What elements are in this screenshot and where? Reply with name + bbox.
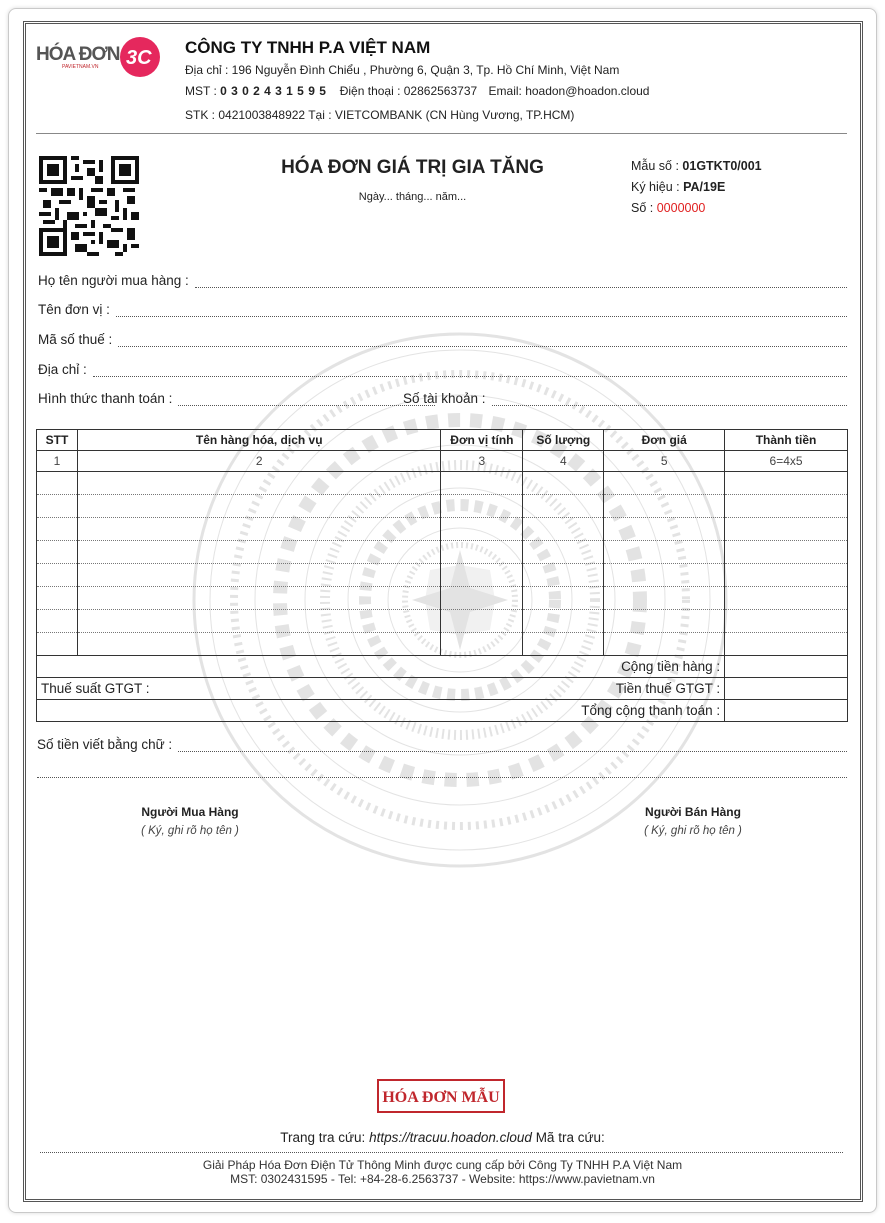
buyer-name-field — [38, 273, 847, 288]
header-item-name: Tên hàng hóa, dịch vụ — [77, 430, 440, 451]
lookup-line — [0, 1130, 885, 1145]
header-unit-price: Đơn giá — [604, 430, 725, 451]
number-value: 0000000 — [656, 201, 706, 215]
subtotal-value — [725, 656, 848, 678]
account-number-field — [403, 391, 847, 406]
column-number: 2 — [77, 451, 440, 472]
vat-amount-value — [725, 678, 848, 700]
vat-row — [37, 678, 848, 700]
footer-provider: Giải Pháp Hóa Đơn Điện Tử Thông Minh được cung cấp bởi Công Ty TNHH P.A Việt Nam — [202, 1158, 683, 1172]
form-number-label: Mẫu số : — [631, 159, 683, 173]
buyer-address-field — [38, 362, 847, 377]
buyer-tax-label: Mã số thuế : — [38, 332, 113, 347]
payment-method-label: Hình thức thanh toán : — [38, 391, 173, 406]
company-address: Địa chỉ : 196 Nguyễn Đình Chiểu , Phường 6, Quận 3, Tp. Hồ Chí Minh, Việt Nam — [185, 63, 620, 77]
vat-rate-label: Thuế suất GTGT : — [41, 681, 150, 696]
account-number-line — [492, 393, 847, 406]
invoice-number — [631, 201, 705, 215]
number-label: Số : — [631, 201, 657, 215]
invoice-symbol — [631, 180, 725, 194]
header-quantity: Số lượng — [523, 430, 604, 451]
vat-cell — [37, 678, 725, 700]
footer-divider — [40, 1152, 843, 1153]
table-row — [37, 541, 848, 564]
seller-signature-note: ( Ký, ghi rõ họ tên ) — [644, 825, 742, 837]
table-row — [37, 610, 848, 633]
lookup-url[interactable]: https://tracuu.hoadon.cloud — [369, 1130, 532, 1145]
grand-total-label: Tổng cộng thanh toán : — [37, 700, 725, 722]
seller-signature-title: Người Bán Hàng — [645, 805, 741, 819]
buyer-address-label: Địa chỉ : — [38, 362, 87, 377]
column-number-row — [37, 451, 848, 472]
logo-sub-text: PAVIETNAM.VN — [62, 64, 99, 70]
hoadon-logo — [36, 36, 164, 80]
company-email: Email: hoadon@hoadon.cloud — [488, 84, 650, 98]
unit-name-field — [38, 302, 847, 317]
unit-name-label: Tên đơn vị : — [38, 302, 110, 317]
buyer-name-label: Họ tên người mua hàng : — [38, 273, 189, 288]
vat-amount-label: Tiền thuế GTGT : — [615, 681, 721, 696]
table-row — [37, 495, 848, 518]
company-phone: Điện thoại : 02862563737 — [339, 84, 478, 98]
header-unit: Đơn vị tính — [441, 430, 523, 451]
header-stt: STT — [37, 430, 78, 451]
symbol-label: Ký hiệu : — [631, 180, 684, 194]
buyer-address-line — [93, 364, 847, 377]
column-number: 1 — [37, 451, 78, 472]
account-number-label: Số tài khoản : — [403, 391, 486, 406]
logo-text: HÓA ĐƠN — [36, 44, 120, 65]
company-bank: STK : 0421003848922 Tại : VIETCOMBANK (CN Hùng Vương, TP.HCM) — [185, 108, 575, 122]
logo-badge-text: 3C — [126, 47, 152, 69]
header-divider — [36, 133, 847, 134]
payment-method-field — [38, 391, 435, 406]
unit-name-line — [116, 304, 847, 317]
footer-contact: MST: 0302431595 - Tel: +84-28-6.2563737 - Website: https://www.pavietnam.vn — [230, 1172, 655, 1186]
buyer-tax-field — [38, 332, 847, 347]
buyer-tax-line — [118, 334, 847, 347]
grand-total-value — [725, 700, 848, 722]
subtotal-row — [37, 656, 848, 678]
company-contact-line — [185, 84, 649, 98]
grand-total-row — [37, 700, 848, 722]
seller-signature — [593, 805, 793, 837]
column-number: 4 — [523, 451, 604, 472]
column-number: 3 — [441, 451, 523, 472]
form-number-value: 01GTKT0/001 — [682, 159, 762, 173]
buyer-name-line — [195, 275, 847, 288]
symbol-value: PA/19E — [683, 180, 726, 194]
table-row — [37, 587, 848, 610]
subtotal-label: Cộng tiền hàng : — [37, 656, 725, 678]
tax-code-label: MST : — [185, 84, 221, 98]
items-table — [36, 429, 848, 656]
qr-code — [39, 156, 139, 256]
lookup-label: Trang tra cứu: — [280, 1130, 370, 1145]
buyer-signature-title: Người Mua Hàng — [141, 805, 239, 819]
table-row — [37, 564, 848, 587]
buyer-signature-note: ( Ký, ghi rõ họ tên ) — [141, 825, 239, 837]
table-row — [37, 518, 848, 541]
table-row — [37, 633, 848, 656]
sample-invoice-stamp: HÓA ĐƠN MẪU — [377, 1079, 505, 1113]
column-number: 5 — [604, 451, 725, 472]
lookup-code-label: Mã tra cứu: — [531, 1130, 605, 1145]
payment-method-line — [178, 393, 435, 406]
table-header-row — [37, 430, 848, 451]
form-number — [631, 159, 762, 173]
amount-words-field — [37, 737, 847, 752]
company-name: CÔNG TY TNHH P.A VIỆT NAM — [185, 38, 431, 57]
amount-words-line — [178, 739, 847, 752]
header-amount: Thành tiền — [725, 430, 848, 451]
amount-words-label: Số tiền viết bằng chữ : — [37, 737, 173, 752]
amount-words-line-2 — [37, 777, 847, 778]
tax-code-value: 0 3 0 2 4 3 1 5 9 5 — [220, 84, 327, 98]
table-row — [37, 472, 848, 495]
totals-table — [36, 655, 848, 722]
column-number: 6=4x5 — [725, 451, 848, 472]
invoice-title: HÓA ĐƠN GIÁ TRỊ GIA TĂNG — [281, 157, 544, 178]
invoice-date: Ngày... tháng... năm... — [358, 191, 467, 203]
buyer-signature — [90, 805, 290, 837]
